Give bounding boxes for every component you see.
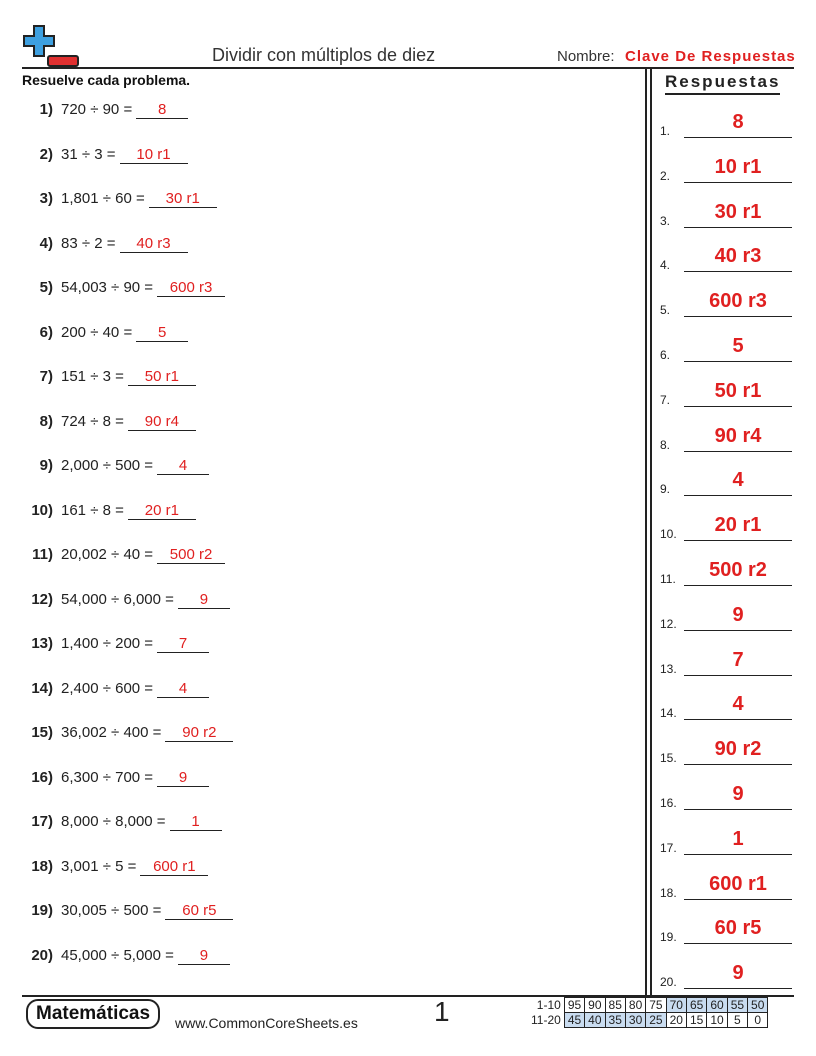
score-cell: 90 bbox=[585, 998, 605, 1013]
score-cell: 5 bbox=[727, 1013, 747, 1028]
score-row bbox=[528, 1013, 768, 1028]
answer-blank[interactable]: 1 bbox=[170, 813, 222, 831]
column-divider bbox=[650, 67, 652, 996]
answer-key-line bbox=[684, 988, 792, 989]
answer-key-row bbox=[660, 782, 792, 812]
score-cell: 0 bbox=[748, 1013, 768, 1028]
answer-blank[interactable]: 4 bbox=[157, 457, 209, 475]
answer-key-number: 20. bbox=[660, 975, 677, 990]
answer-key-line bbox=[684, 585, 792, 586]
answer-key-number: 18. bbox=[660, 885, 677, 900]
problem-expression: 3,001 ÷ 5 = bbox=[61, 857, 137, 875]
answer-key-value: 4 bbox=[732, 693, 744, 716]
answers-title: Respuestas bbox=[665, 72, 780, 95]
problem-number: 14 bbox=[31, 679, 48, 697]
answer-key-value: 9 bbox=[732, 962, 744, 985]
score-cell: 95 bbox=[564, 998, 584, 1013]
problem-expression: 151 ÷ 3 = bbox=[61, 368, 124, 385]
problem-row bbox=[22, 680, 209, 702]
answer-key-number: 4. bbox=[660, 258, 671, 273]
problem-number-paren: ) bbox=[48, 724, 53, 741]
problem-row bbox=[22, 146, 188, 168]
answer-key-line bbox=[684, 854, 792, 855]
answer-key-number: 14. bbox=[660, 706, 677, 721]
problem-number: 13 bbox=[31, 635, 48, 652]
problem-number: 6 bbox=[39, 323, 48, 341]
problem-number-paren: ) bbox=[48, 368, 53, 385]
answer-key-line bbox=[684, 361, 792, 362]
answer-key-line bbox=[684, 227, 792, 228]
answer-key-row bbox=[660, 603, 792, 633]
score-cell: 20 bbox=[666, 1013, 686, 1028]
problem-number-paren: ) bbox=[48, 902, 53, 919]
score-cell: 15 bbox=[686, 1013, 706, 1028]
problem-expression: 724 ÷ 8 = bbox=[61, 412, 124, 430]
answer-blank[interactable]: 8 bbox=[136, 101, 188, 119]
answer-blank[interactable]: 20 r1 bbox=[128, 502, 196, 520]
header-rule bbox=[22, 67, 794, 69]
answer-blank[interactable]: 7 bbox=[157, 635, 209, 653]
score-cell: 70 bbox=[666, 998, 686, 1013]
answer-key-value: 30 r1 bbox=[714, 200, 762, 223]
answer-key-row bbox=[660, 692, 792, 722]
answer-key-line bbox=[684, 451, 792, 452]
answer-key-value: 5 bbox=[732, 335, 744, 357]
answer-blank[interactable]: 500 r2 bbox=[157, 546, 225, 564]
problem-number: 10 bbox=[31, 501, 48, 519]
answer-key-value: 20 r1 bbox=[714, 514, 762, 537]
problem-number-paren: ) bbox=[48, 101, 53, 118]
problem-number: 1 bbox=[39, 101, 48, 118]
score-cell: 55 bbox=[727, 998, 747, 1013]
score-cell: 50 bbox=[748, 998, 768, 1013]
column-divider bbox=[645, 67, 647, 996]
instructions: Resuelve cada problema. bbox=[22, 72, 191, 88]
problem-number-paren: ) bbox=[48, 234, 53, 252]
score-cell: 30 bbox=[625, 1013, 645, 1028]
answer-key-row bbox=[660, 155, 792, 185]
problem-expression: 54,000 ÷ 6,000 = bbox=[61, 590, 174, 608]
answer-key-row bbox=[660, 424, 792, 454]
site-url: www.CommonCoreSheets.es bbox=[175, 1015, 358, 1031]
score-cell: 40 bbox=[585, 1013, 605, 1028]
answer-key-number: 11. bbox=[660, 572, 676, 586]
answer-key-value: 9 bbox=[732, 603, 744, 626]
problem-number-paren: ) bbox=[48, 501, 53, 519]
problem-number-paren: ) bbox=[48, 590, 53, 608]
answer-key-line bbox=[684, 316, 792, 317]
answer-key-value: 600 r3 bbox=[709, 290, 767, 313]
answer-key-number: 15. bbox=[660, 751, 677, 766]
score-cell: 10 bbox=[707, 1013, 727, 1028]
problem-number: 2 bbox=[39, 145, 48, 163]
answer-key-number: 1. bbox=[660, 124, 671, 138]
answer-key-row bbox=[660, 648, 792, 678]
problem-number: 7 bbox=[39, 368, 48, 385]
answer-key-value: 4 bbox=[732, 469, 744, 492]
problem-row bbox=[22, 368, 196, 390]
problem-row bbox=[22, 635, 209, 657]
answer-blank[interactable]: 50 r1 bbox=[128, 368, 196, 386]
answer-key-row bbox=[660, 737, 792, 767]
problem-expression: 2,400 ÷ 600 = bbox=[61, 679, 154, 697]
answer-key-number: 8. bbox=[660, 437, 671, 452]
score-table bbox=[528, 997, 768, 1028]
answer-key-number: 5. bbox=[660, 303, 671, 318]
answer-key-value: 8 bbox=[732, 111, 744, 133]
problem-row bbox=[22, 947, 230, 969]
score-cell: 80 bbox=[625, 998, 645, 1013]
problem-number: 11 bbox=[32, 546, 48, 563]
problem-number-paren: ) bbox=[48, 857, 53, 875]
answer-blank[interactable]: 30 r1 bbox=[149, 190, 217, 208]
answer-key-row bbox=[660, 289, 792, 319]
answer-key-number: 9. bbox=[660, 482, 671, 497]
problem-row bbox=[22, 902, 233, 924]
answer-key-value: 7 bbox=[732, 648, 744, 671]
answer-key-number: 12. bbox=[660, 616, 677, 631]
score-row bbox=[528, 998, 768, 1013]
answer-key-row bbox=[660, 872, 792, 902]
problem-number-paren: ) bbox=[48, 546, 53, 563]
answer-key-line bbox=[684, 271, 792, 272]
answer-key-line bbox=[684, 540, 792, 541]
answer-key-line bbox=[684, 719, 792, 720]
problem-row bbox=[22, 591, 230, 613]
problem-row bbox=[22, 724, 233, 746]
score-cell: 85 bbox=[605, 998, 625, 1013]
answer-blank[interactable]: 10 r1 bbox=[120, 146, 188, 164]
answer-key-number: 2. bbox=[660, 168, 671, 183]
answer-key-line bbox=[684, 675, 792, 676]
problem-number: 20 bbox=[31, 946, 48, 964]
problem-number: 18 bbox=[31, 857, 48, 875]
answer-key-number: 17. bbox=[660, 840, 677, 855]
problem-expression: 200 ÷ 40 = bbox=[61, 323, 133, 341]
problem-row bbox=[22, 546, 225, 568]
problem-row bbox=[22, 101, 188, 123]
problem-number-paren: ) bbox=[48, 768, 53, 786]
answer-key-row bbox=[660, 827, 792, 857]
answer-key-row bbox=[660, 513, 792, 543]
answer-blank[interactable]: 600 r1 bbox=[140, 858, 208, 876]
score-cell: 35 bbox=[605, 1013, 625, 1028]
answer-key-line bbox=[684, 406, 792, 407]
problem-number: 17 bbox=[31, 813, 48, 830]
answer-blank[interactable]: 5 bbox=[136, 324, 188, 342]
problem-row bbox=[22, 858, 208, 880]
answer-key-value: 50 r1 bbox=[714, 379, 762, 402]
answer-key-value: 90 r4 bbox=[714, 424, 762, 447]
problem-number-paren: ) bbox=[48, 457, 53, 474]
problem-expression: 83 ÷ 2 = bbox=[61, 234, 116, 252]
worksheet-title: Dividir con múltiplos de diez bbox=[212, 45, 436, 65]
score-cell: 75 bbox=[646, 998, 666, 1013]
name-value: Clave De Respuestas bbox=[625, 48, 796, 65]
problem-number-paren: ) bbox=[48, 412, 53, 430]
problem-expression: 2,000 ÷ 500 = bbox=[61, 457, 154, 474]
problem-row bbox=[22, 190, 217, 212]
answer-blank[interactable]: 90 r4 bbox=[128, 413, 196, 431]
answer-key-value: 9 bbox=[732, 783, 744, 805]
problem-row bbox=[22, 324, 188, 346]
answer-key-row bbox=[660, 379, 792, 409]
answer-key-line bbox=[684, 764, 792, 765]
answer-key-row bbox=[660, 334, 792, 364]
answer-key-line bbox=[684, 943, 792, 944]
answer-key-number: 16. bbox=[660, 796, 677, 810]
answer-key-line bbox=[684, 899, 792, 900]
answer-key-row bbox=[660, 244, 792, 274]
answer-blank[interactable]: 60 r5 bbox=[165, 902, 233, 920]
problem-number-paren: ) bbox=[48, 145, 53, 163]
answer-key-line bbox=[684, 495, 792, 496]
problem-row bbox=[22, 813, 222, 835]
plus-minus-logo-icon bbox=[22, 24, 80, 68]
problem-number: 12 bbox=[31, 590, 48, 608]
answer-blank[interactable]: 4 bbox=[157, 680, 209, 698]
problem-expression: 30,005 ÷ 500 = bbox=[61, 902, 162, 919]
answer-key-row bbox=[660, 961, 792, 991]
score-cell: 60 bbox=[707, 998, 727, 1013]
answer-key-number: 13. bbox=[660, 661, 677, 676]
problem-expression: 20,002 ÷ 40 = bbox=[61, 546, 154, 563]
answer-key-value: 1 bbox=[732, 827, 744, 850]
problem-number: 9 bbox=[39, 457, 48, 474]
problem-number: 19 bbox=[31, 902, 48, 919]
answer-key-value: 10 r1 bbox=[714, 155, 762, 178]
problem-expression: 36,002 ÷ 400 = bbox=[61, 724, 162, 741]
problem-row bbox=[22, 235, 188, 257]
problem-number: 3 bbox=[39, 190, 48, 207]
problem-expression: 54,003 ÷ 90 = bbox=[61, 279, 154, 296]
answer-blank[interactable]: 90 r2 bbox=[165, 724, 233, 742]
answer-key-row bbox=[660, 916, 792, 946]
answer-key-row bbox=[660, 200, 792, 230]
answer-key-line bbox=[684, 137, 792, 138]
problem-number: 8 bbox=[39, 412, 48, 430]
problem-number-paren: ) bbox=[48, 190, 53, 207]
score-range-label: 1-10 bbox=[536, 998, 561, 1012]
answer-key-value: 500 r2 bbox=[709, 559, 767, 581]
problem-expression: 720 ÷ 90 = bbox=[61, 101, 133, 118]
answer-key-number: 10. bbox=[660, 527, 677, 542]
problem-expression: 8,000 ÷ 8,000 = bbox=[61, 813, 166, 830]
answer-key-row bbox=[660, 468, 792, 498]
problem-number: 15 bbox=[31, 724, 48, 741]
score-cell: 65 bbox=[686, 998, 706, 1013]
problem-number-paren: ) bbox=[48, 946, 53, 964]
problem-number-paren: ) bbox=[48, 635, 53, 652]
answer-key-line bbox=[684, 182, 792, 183]
problem-row bbox=[22, 279, 225, 301]
answer-blank[interactable]: 600 r3 bbox=[157, 279, 225, 297]
score-range-label: 11-20 bbox=[531, 1013, 561, 1027]
answer-blank[interactable]: 9 bbox=[157, 769, 209, 787]
answer-blank[interactable]: 9 bbox=[178, 947, 230, 965]
problem-number: 4 bbox=[39, 234, 48, 252]
page-number: 1 bbox=[434, 996, 450, 1027]
score-cell: 45 bbox=[564, 1013, 584, 1028]
answer-key-value: 40 r3 bbox=[714, 245, 762, 268]
problem-row bbox=[22, 413, 196, 435]
score-cell: 25 bbox=[646, 1013, 666, 1028]
answer-key-value: 600 r1 bbox=[709, 872, 767, 895]
problem-expression: 1,400 ÷ 200 = bbox=[61, 635, 154, 652]
problem-number-paren: ) bbox=[48, 813, 53, 830]
problem-number-paren: ) bbox=[48, 279, 53, 296]
answer-key-number: 3. bbox=[660, 213, 671, 228]
problem-expression: 31 ÷ 3 = bbox=[61, 145, 116, 163]
answer-blank[interactable]: 40 r3 bbox=[120, 235, 188, 253]
problem-number-paren: ) bbox=[48, 679, 53, 697]
answer-key-number: 7. bbox=[660, 392, 671, 407]
problem-number: 16 bbox=[31, 768, 48, 786]
answer-key-number: 6. bbox=[660, 348, 671, 362]
problem-row bbox=[22, 457, 209, 479]
name-label: Nombre: bbox=[557, 48, 615, 65]
answer-key-row bbox=[660, 558, 792, 588]
answer-key-line bbox=[684, 809, 792, 810]
problem-expression: 6,300 ÷ 700 = bbox=[61, 768, 154, 786]
problem-expression: 1,801 ÷ 60 = bbox=[61, 190, 145, 207]
problem-number: 5 bbox=[39, 279, 48, 296]
answer-blank[interactable]: 9 bbox=[178, 591, 230, 609]
problem-number-paren: ) bbox=[48, 323, 53, 341]
problem-row bbox=[22, 502, 196, 524]
answer-key-value: 90 r2 bbox=[714, 738, 762, 761]
problem-expression: 161 ÷ 8 = bbox=[61, 501, 124, 519]
brand-badge: Matemáticas bbox=[26, 999, 160, 1029]
answer-key-value: 60 r5 bbox=[714, 917, 762, 940]
problem-expression: 45,000 ÷ 5,000 = bbox=[61, 946, 174, 964]
answer-key-line bbox=[684, 630, 792, 631]
answer-key-number: 19. bbox=[660, 930, 677, 945]
problem-row bbox=[22, 769, 209, 791]
answer-key-row bbox=[660, 110, 792, 140]
